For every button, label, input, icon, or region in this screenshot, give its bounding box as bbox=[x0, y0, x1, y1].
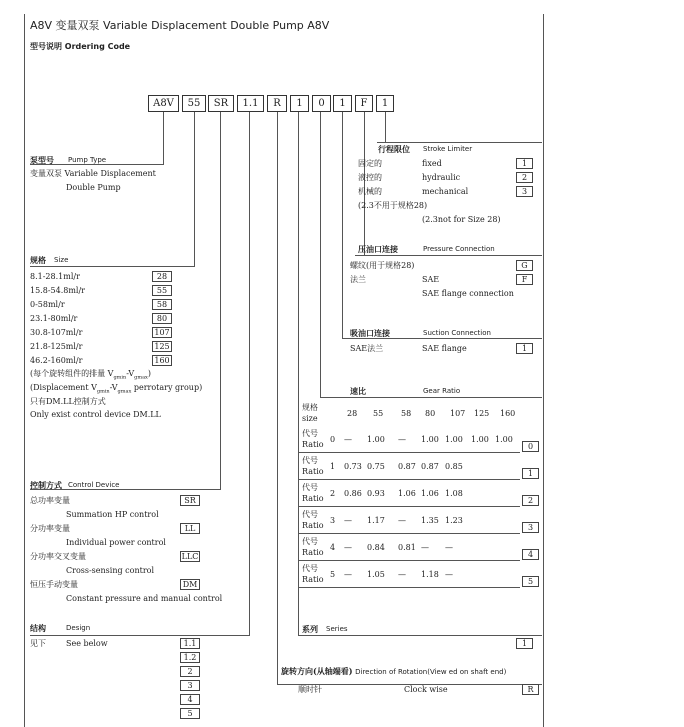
code-box-series: 1 bbox=[290, 95, 309, 112]
connector-line bbox=[320, 112, 321, 397]
size-code-box: 80 bbox=[152, 313, 172, 324]
gear-ratio-cell: 1.00 bbox=[471, 435, 489, 444]
gear-row-divider bbox=[298, 560, 520, 561]
gear-size-col: 160 bbox=[500, 409, 516, 418]
gear-ratio-cell: 1.23 bbox=[445, 516, 463, 525]
connector-line bbox=[342, 338, 542, 339]
design-code-box: 5 bbox=[180, 708, 200, 719]
gear-code-box: 1 bbox=[522, 468, 539, 479]
gear-row-code: 0 bbox=[330, 435, 336, 444]
gear-size-col: 55 bbox=[373, 409, 384, 418]
gear-ratio-cell: 1.00 bbox=[445, 435, 463, 444]
size-row-range: 23.1-80ml/r bbox=[30, 314, 78, 323]
pressure-header-cn: 压油口连接 bbox=[358, 244, 398, 254]
stroke-note-cn: (2.3不用于规格28) bbox=[358, 201, 428, 210]
gear-ratio-cell: — bbox=[344, 570, 352, 579]
control-code-box: DM bbox=[180, 579, 200, 590]
design-row-en: See below bbox=[66, 639, 108, 648]
code-box-control: SR bbox=[208, 95, 234, 112]
connector-line bbox=[163, 112, 164, 164]
pressure-row-mid: SAE bbox=[422, 275, 440, 284]
control-code-box: LLC bbox=[181, 552, 199, 561]
gear-ratio-cell: 1.35 bbox=[421, 516, 439, 525]
design-code-box: 2 bbox=[180, 666, 200, 677]
gear-ratio-cell: — bbox=[344, 435, 352, 444]
series-code-box: 1 bbox=[516, 638, 533, 649]
design-code-box: 1.2 bbox=[180, 652, 200, 663]
page-title: A8V 变量双泵 Variable Displacement Double Pump A8V bbox=[30, 19, 330, 32]
pressure-row-left: 螺纹(用于规格28) bbox=[350, 261, 415, 270]
connector-line bbox=[220, 112, 221, 489]
gear-ratio-cell: 1.00 bbox=[495, 435, 513, 444]
connector-line bbox=[355, 255, 542, 256]
gear-size-col: 58 bbox=[401, 409, 412, 418]
gear-header-cn: 速比 bbox=[350, 386, 366, 396]
size-row-range: 15.8-54.8ml/r bbox=[30, 286, 85, 295]
control-header-en: Control Device bbox=[68, 481, 120, 489]
size-row-range: 46.2-160ml/r bbox=[30, 356, 83, 365]
code-box-rotation: R bbox=[267, 95, 287, 112]
gear-code-box: 2 bbox=[522, 495, 539, 506]
size-code-box: 160 bbox=[152, 355, 172, 366]
design-code-box: 1.1 bbox=[180, 638, 200, 649]
size-code-box: 55 bbox=[152, 285, 172, 296]
design-header-en: Design bbox=[66, 624, 91, 632]
stroke-code-box: 1 bbox=[516, 158, 533, 169]
gear-row-label: 代号 Ratio bbox=[302, 537, 324, 557]
pressure-code-box: F bbox=[516, 274, 533, 285]
gear-ratio-cell: 0.85 bbox=[445, 462, 463, 471]
size-note2: (Displacement $V_{gmin}-V_{gmax}$ perrotary group) bbox=[30, 383, 203, 395]
gear-row-divider bbox=[298, 506, 520, 507]
stroke-row-en: hydraulic bbox=[422, 173, 461, 182]
code-box-design: 1.1 bbox=[237, 95, 264, 112]
stroke-row-en: mechanical bbox=[422, 187, 469, 196]
control-row-en: Individual power control bbox=[66, 538, 166, 547]
size-row-range: 8.1-28.1ml/r bbox=[30, 272, 80, 281]
page-subtitle: 型号说明 Ordering Code bbox=[30, 42, 131, 51]
connector-line bbox=[277, 112, 278, 684]
control-header-cn: 控制方式 bbox=[30, 480, 62, 490]
gear-ratio-cell: — bbox=[344, 543, 352, 552]
gear-row-divider bbox=[298, 479, 520, 480]
size-note3: 只有DM.LL控制方式 bbox=[30, 397, 106, 406]
gear-ratio-cell: — bbox=[445, 570, 453, 579]
size-header-cn: 规格 bbox=[30, 255, 46, 265]
stroke-row-cn: 机械的 bbox=[358, 187, 382, 196]
size-code-box: 125 bbox=[152, 341, 172, 352]
gear-ratio-cell: 0.86 bbox=[344, 489, 362, 498]
pump-type-line2: Double Pump bbox=[66, 183, 121, 192]
control-row-cn: 分功率变量 bbox=[30, 524, 70, 533]
pump-type-header-en: Pump Type bbox=[68, 156, 107, 164]
stroke-row-cn: 液控的 bbox=[358, 173, 382, 182]
suction-header-cn: 吸油口连接 bbox=[350, 328, 390, 338]
rotation-code-box: R bbox=[522, 684, 539, 695]
size-code-box: 107 bbox=[152, 327, 172, 338]
gear-row-label: 代号 Ratio bbox=[302, 564, 324, 584]
gear-ratio-cell: 1.05 bbox=[367, 570, 385, 579]
gear-ratio-cell: — bbox=[398, 516, 406, 525]
gear-row-divider bbox=[298, 452, 520, 453]
code-box-stroke: 1 bbox=[376, 95, 394, 112]
control-row-cn: 分功率交叉变量 bbox=[30, 552, 86, 561]
gear-ratio-cell: — bbox=[344, 516, 352, 525]
connector-line bbox=[385, 112, 386, 142]
connector-line bbox=[30, 635, 250, 636]
gear-ratio-cell: 0.81 bbox=[398, 543, 416, 552]
suction-left: SAE法兰 bbox=[350, 344, 384, 353]
stroke-note-en: (2.3not for Size 28) bbox=[422, 215, 501, 224]
gear-row-code: 4 bbox=[330, 543, 336, 552]
gear-size-col: 107 bbox=[450, 409, 466, 418]
gear-ratio-cell: 1.00 bbox=[421, 435, 439, 444]
gear-ratio-cell: 0.87 bbox=[421, 462, 439, 471]
gear-ratio-cell: — bbox=[421, 543, 429, 552]
gear-row-code: 2 bbox=[330, 489, 336, 498]
suction-header-en: Suction Connection bbox=[423, 329, 491, 337]
connector-line bbox=[377, 142, 542, 143]
pressure-extra: SAE flange connection bbox=[422, 289, 514, 298]
connector-line bbox=[320, 397, 542, 398]
gear-row-label: 代号 Ratio bbox=[302, 483, 324, 503]
connector-line bbox=[30, 266, 195, 267]
code-box-model: A8V bbox=[148, 95, 179, 112]
gear-row-divider bbox=[298, 533, 520, 534]
gear-row-label: 代号 Ratio bbox=[302, 510, 324, 530]
gear-code-box: 3 bbox=[522, 522, 539, 533]
gear-code-box: 4 bbox=[522, 549, 539, 560]
pressure-header-en: Pressure Connection bbox=[423, 245, 495, 253]
rotation-row-cn: 顺时针 bbox=[298, 685, 322, 694]
gear-ratio-cell: 1.06 bbox=[421, 489, 439, 498]
gear-ratio-cell: 1.17 bbox=[367, 516, 385, 525]
stroke-row-cn: 固定的 bbox=[358, 159, 382, 168]
gear-ratio-cell: 1.06 bbox=[398, 489, 416, 498]
gear-row-code: 5 bbox=[330, 570, 336, 579]
control-row-en: Cross-sensing control bbox=[66, 566, 155, 575]
design-header-cn: 结构 bbox=[30, 623, 46, 633]
gear-row-label: 代号 Ratio bbox=[302, 456, 324, 476]
connector-line bbox=[298, 112, 299, 635]
rotation-header: 旋转方向(从轴端看) Direction of Rotation(View ed on shaft end) bbox=[281, 666, 507, 676]
code-box-gear-ratio: 0 bbox=[312, 95, 331, 112]
gear-ratio-cell: — bbox=[398, 435, 406, 444]
gear-row-divider bbox=[298, 587, 520, 588]
size-note1: (每个旋转组件的排量 $V_{gmin}-V_{gmax}$) bbox=[30, 369, 151, 381]
gear-code-box: 5 bbox=[522, 576, 539, 587]
gear-ratio-cell: 1.00 bbox=[367, 435, 385, 444]
design-row-cn: 见下 bbox=[30, 639, 46, 648]
gear-ratio-cell: 0.87 bbox=[398, 462, 416, 471]
size-code-box: 58 bbox=[152, 299, 172, 310]
design-code-box: 4 bbox=[180, 694, 200, 705]
gear-size-col: 28 bbox=[347, 409, 358, 418]
gear-ratio-cell: — bbox=[445, 543, 453, 552]
pump-type-header-cn: 泵型号 bbox=[30, 155, 54, 165]
gear-size-label: 规格 size bbox=[302, 403, 318, 423]
code-box-pressure: F bbox=[355, 95, 373, 112]
size-code-box: 28 bbox=[152, 271, 172, 282]
connector-line bbox=[298, 635, 542, 636]
size-row-range: 21.8-125ml/r bbox=[30, 342, 83, 351]
gear-ratio-cell: 1.18 bbox=[421, 570, 439, 579]
size-row-range: 30.8-107ml/r bbox=[30, 328, 83, 337]
connector-line bbox=[364, 112, 365, 255]
control-row-cn: 恒压手动变量 bbox=[30, 580, 78, 589]
gear-size-col: 80 bbox=[425, 409, 436, 418]
size-header-en: Size bbox=[54, 256, 69, 264]
suction-mid: SAE flange bbox=[422, 344, 467, 353]
stroke-row-en: fixed bbox=[422, 159, 442, 168]
gear-header-en: Gear Ratio bbox=[423, 387, 461, 395]
control-row-en: Summation HP control bbox=[66, 510, 159, 519]
gear-ratio-cell: 0.93 bbox=[367, 489, 385, 498]
suction-code-box: 1 bbox=[516, 343, 533, 354]
series-header-en: Series bbox=[326, 625, 348, 633]
rotation-row-en: Clock wise bbox=[404, 685, 448, 694]
size-row-range: 0-58ml/r bbox=[30, 300, 65, 309]
pressure-code-box: G bbox=[516, 260, 533, 271]
stroke-code-box: 2 bbox=[516, 172, 533, 183]
gear-ratio-cell: 0.75 bbox=[367, 462, 385, 471]
connector-line bbox=[342, 112, 343, 338]
connector-line bbox=[249, 112, 250, 635]
series-header-cn: 系列 bbox=[302, 624, 318, 634]
control-code-box: SR bbox=[180, 495, 200, 506]
code-box-suction: 1 bbox=[333, 95, 352, 112]
gear-code-box: 0 bbox=[522, 441, 539, 452]
gear-ratio-cell: 0.73 bbox=[344, 462, 362, 471]
stroke-limiter-header-en: Stroke Limiter bbox=[423, 145, 473, 153]
code-box-size: 55 bbox=[182, 95, 206, 112]
stroke-code-box: 3 bbox=[516, 186, 533, 197]
design-code-box: 3 bbox=[180, 680, 200, 691]
pressure-row-left: 法兰 bbox=[350, 275, 366, 284]
size-note4: Only exist control device DM.LL bbox=[30, 410, 161, 419]
pump-type-line1: 变量双泵 Variable Displacement bbox=[30, 169, 156, 178]
gear-row-label: 代号 Ratio bbox=[302, 429, 324, 449]
stroke-limiter-header-cn: 行程限位 bbox=[378, 144, 410, 154]
gear-row-code: 3 bbox=[330, 516, 336, 525]
gear-size-col: 125 bbox=[474, 409, 490, 418]
gear-ratio-cell: — bbox=[398, 570, 406, 579]
control-row-cn: 总功率变量 bbox=[30, 496, 70, 505]
gear-ratio-cell: 1.08 bbox=[445, 489, 463, 498]
gear-row-code: 1 bbox=[330, 462, 336, 471]
control-row-en: Constant pressure and manual control bbox=[66, 594, 223, 603]
connector-line bbox=[194, 112, 195, 266]
control-code-box: LL bbox=[180, 523, 200, 534]
gear-ratio-cell: 0.84 bbox=[367, 543, 385, 552]
